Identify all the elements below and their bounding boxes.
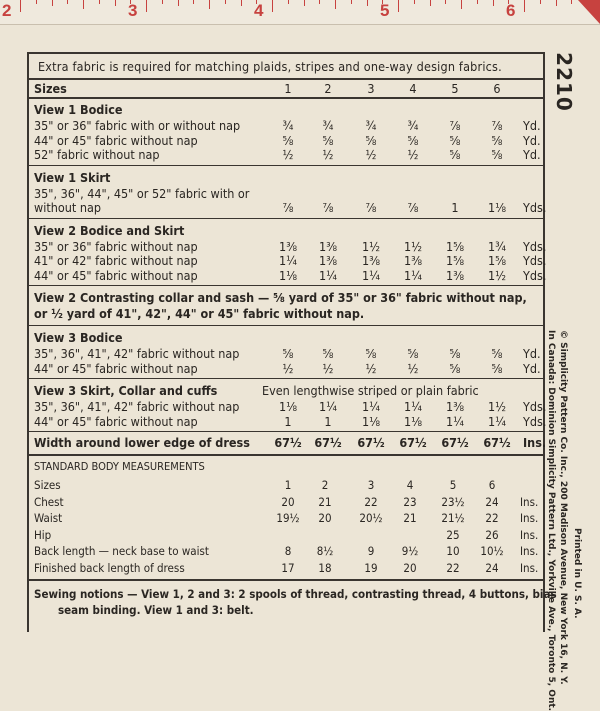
body-row-unit: Ins. (520, 560, 539, 575)
yardage-row-value: 1½ (487, 267, 507, 283)
yardage-row-label: 41" or 42" fabric without nap (34, 253, 198, 268)
yardage-row-unit: Yds. (523, 238, 547, 254)
body-row-value: 20 (281, 494, 295, 509)
yardage-row-value: 1½ (403, 238, 423, 254)
body-row-value: 9 (367, 544, 375, 558)
section-title: View 1 Bodice (34, 102, 123, 117)
yardage-row-value: ⅝ (491, 132, 503, 148)
yardage-row-value: 1¼ (403, 399, 423, 414)
body-row-label: Waist (34, 511, 63, 525)
yardage-row-unit: Yds. (523, 267, 547, 283)
body-row-value: 26 (485, 527, 499, 542)
tape-tick (335, 0, 336, 9)
yardage-row-value: ⅞ (407, 200, 419, 215)
size-col-header: 5 (451, 81, 459, 96)
body-row-value: 19½ (276, 511, 300, 525)
section-title: View 1 Skirt (34, 169, 111, 185)
yardage-row-value: 1¼ (361, 399, 381, 414)
body-row-value: 20 (318, 511, 332, 525)
yardage-row-value: ⅝ (449, 132, 461, 148)
yardage-row-unit: Yd. (523, 346, 541, 361)
width-row-value: 67½ (314, 435, 342, 450)
canada-line: In Canada: Dominion Simplicity Pattern Ltd., Yorkville Ave., Toronto 5, Ont. (546, 330, 556, 711)
yardage-row-unit: Yd. (523, 147, 541, 162)
intro-note: Extra fabric is required for matching plaids, stripes and one-way design fabrics. (38, 59, 502, 74)
tape-tick (178, 0, 179, 6)
yardage-row-value: 1¼ (318, 267, 338, 283)
yardage-row-value: 1⅝ (445, 238, 465, 254)
body-row-value: 5 (449, 478, 457, 492)
tape-tick (241, 0, 242, 6)
yardage-row-label: 35", 36", 41", 42" fabric without nap (34, 346, 240, 361)
yardage-row-value: ½ (322, 360, 334, 376)
body-row-value: 1 (284, 478, 292, 492)
rule-line (27, 78, 545, 80)
yardage-row-value: ½ (322, 147, 334, 162)
section-title: View 3 Bodice (34, 330, 123, 345)
yardage-row-label: 35" or 36" fabric with or without nap (34, 118, 241, 133)
yardage-row-value: 1¾ (487, 238, 507, 254)
body-row-label: Hip (34, 527, 52, 542)
tape-number: 3 (128, 1, 138, 20)
body-row-unit: Ins. (520, 544, 539, 558)
tape-tick (225, 0, 226, 4)
tape-tick (52, 0, 53, 6)
yardage-row-value: 1¼ (487, 413, 507, 429)
yardage-row-value: ½ (407, 147, 419, 162)
rule-line (27, 378, 545, 379)
yardage-row-value: ½ (407, 360, 419, 376)
yardage-row-value: 1⅛ (487, 200, 507, 215)
tape-tick (319, 0, 320, 4)
measuring-tape (0, 0, 600, 25)
tape-tick (461, 0, 462, 9)
yardage-row-value: 1¼ (278, 253, 298, 268)
yardage-row-value: ¾ (322, 118, 334, 133)
yardage-row-value: 1¼ (445, 413, 465, 429)
tape-tick (304, 0, 305, 6)
width-row-value: 67½ (274, 435, 302, 450)
body-row-value: 8½ (316, 544, 334, 558)
yardage-row-value: 1⅝ (487, 253, 507, 268)
tape-tick (571, 0, 572, 4)
body-row-value: 25 (446, 527, 460, 542)
tape-tick (20, 0, 21, 12)
view2-collar-line: View 2 Contrasting collar and sash — ⅝ yard of 35" or 36" fabric without nap, (34, 290, 527, 305)
body-row-unit: Ins. (520, 511, 539, 525)
width-row-value: 67½ (357, 435, 385, 450)
yardage-row-value: 1¼ (403, 267, 423, 283)
yardage-row-label: 35", 36", 41", 42" fabric without nap (34, 399, 240, 414)
copyright-line: © Simplicity Pattern Co. Inc., 200 Madison Avenue, New York 16, N. Y. (558, 330, 568, 685)
yardage-row-value: 1⅜ (361, 253, 381, 268)
body-row-value: 21 (318, 494, 332, 509)
yardage-row-value: ½ (365, 147, 377, 162)
yardage-row-value: ⅝ (322, 346, 334, 361)
sewing-notions-line: Sewing notions — View 1, 2 and 3: 2 spools of thread, contrasting thread, 4 buttons, bias (34, 587, 557, 601)
yardage-row-unit: Yd. (523, 132, 541, 148)
tape-tick (67, 0, 68, 4)
tape-tick (146, 0, 147, 12)
body-row-label: Back length — neck base to waist (34, 544, 209, 558)
body-row-value: 17 (281, 560, 295, 575)
yardage-row-value: ¾ (282, 118, 294, 133)
body-row-label: Sizes (34, 478, 61, 492)
section-title: View 3 Skirt, Collar and cuffs (34, 383, 218, 398)
yardage-row-value: 1⅝ (445, 253, 465, 268)
size-col-header: 4 (409, 81, 417, 96)
yardage-row-value: ⅞ (449, 118, 461, 133)
tape-tick (540, 0, 541, 4)
yardage-row-value: 1 (284, 413, 292, 429)
size-col-header: 6 (493, 81, 501, 96)
yardage-row-label: 44" or 45" fabric without nap (34, 413, 198, 429)
yardage-row-label: 52" fabric without nap (34, 147, 160, 162)
rule-line (27, 325, 545, 326)
yardage-row-value: ½ (282, 147, 294, 162)
tape-tick (162, 0, 163, 4)
yardage-row-value: 1⅛ (361, 413, 381, 429)
width-row-value: 67½ (441, 435, 469, 450)
yardage-row-value: ⅞ (491, 118, 503, 133)
rule-line (27, 97, 545, 99)
yardage-row-value: ¾ (407, 118, 419, 133)
rule-line (27, 218, 545, 219)
body-row-value: 23½ (441, 494, 465, 509)
yardage-row-value: ⅝ (322, 132, 334, 148)
tape-tick (36, 0, 37, 4)
yardage-row-label: 44" or 45" fabric without nap (34, 132, 198, 148)
yardage-row-value: 1¼ (318, 399, 338, 414)
tape-tick (351, 0, 352, 4)
pattern-number-text: 2210 (551, 52, 576, 112)
yardage-row-value: 1⅜ (445, 399, 465, 414)
rule-line (27, 454, 545, 456)
yardage-row-value: 1⅜ (318, 238, 338, 254)
yardage-row-value: 1 (451, 200, 459, 215)
yardage-row-value: ⅞ (365, 200, 377, 215)
yardage-row-value: ⅝ (449, 360, 461, 376)
yardage-row-value: 1⅜ (403, 253, 423, 268)
yardage-row-value: ⅝ (449, 147, 461, 162)
tape-tick (367, 0, 368, 6)
body-row-value: 22 (446, 560, 460, 575)
tape-number: 5 (380, 1, 390, 20)
tape-number: 6 (506, 1, 516, 20)
body-row-value: 18 (318, 560, 332, 575)
yardage-row-value: 1⅜ (318, 253, 338, 268)
body-row-value: 6 (488, 478, 496, 492)
yardage-row-unit: Yd. (523, 118, 541, 133)
body-row-label: Chest (34, 494, 64, 509)
yardage-row-value: ⅝ (449, 346, 461, 361)
yardage-row-label: 35", 36", 44", 45" or 52" fabric with or (34, 185, 250, 201)
body-row-value: 2 (321, 478, 329, 492)
yardage-row-value: 1⅛ (278, 267, 298, 283)
yardage-row-label: without nap (34, 200, 102, 215)
yardage-row-unit: Yds. (523, 253, 547, 268)
width-row-unit: Ins. (523, 435, 547, 450)
yardage-row-value: ½ (365, 360, 377, 376)
size-col-header: 1 (284, 81, 292, 96)
yardage-row-value: 1½ (487, 399, 507, 414)
yardage-row-value: ⅝ (282, 132, 294, 148)
sizes-header-label: Sizes (34, 81, 67, 96)
yardage-row-value: 1¼ (361, 267, 381, 283)
yardage-row-value: ⅝ (282, 346, 294, 361)
yardage-row-value: ⅞ (282, 200, 294, 215)
yardage-row-value: ⅝ (491, 346, 503, 361)
tape-tick (398, 0, 399, 12)
body-row-value: 19 (364, 560, 378, 575)
tape-tick (524, 0, 525, 12)
body-row-value: 22 (364, 494, 378, 509)
sewing-notions-line: seam binding. View 1 and 3: belt. (58, 603, 254, 617)
body-row-value: 4 (406, 478, 414, 492)
yardage-row-value: ⅝ (365, 132, 377, 148)
yardage-row-unit: Yds. (523, 200, 547, 215)
yardage-row-value: ⅝ (407, 132, 419, 148)
yardage-row-value: ¾ (365, 118, 377, 133)
yardage-row-value: ⅝ (491, 360, 503, 376)
body-row-value: 9½ (401, 544, 419, 558)
body-row-value: 10½ (480, 544, 504, 558)
yardage-row-label: 35" or 36" fabric without nap (34, 238, 198, 254)
yardage-row-value: ⅝ (491, 147, 503, 162)
tape-number: 2 (2, 1, 12, 20)
tape-end-marker (578, 0, 600, 24)
tape-number: 4 (254, 1, 264, 20)
tape-tick (115, 0, 116, 6)
rule-line (27, 285, 545, 286)
yardage-row-value: 1⅜ (445, 267, 465, 283)
body-row-value: 23 (403, 494, 417, 509)
tape-tick (477, 0, 478, 4)
size-col-header: 2 (324, 81, 332, 96)
yardage-row-value: 1 (324, 413, 332, 429)
yardage-row-value: 1⅛ (403, 413, 423, 429)
body-row-value: 8 (284, 544, 292, 558)
tape-tick (430, 0, 431, 6)
tape-tick (193, 0, 194, 4)
yardage-row-value: ⅝ (407, 346, 419, 361)
width-row-value: 67½ (399, 435, 427, 450)
body-row-value: 21 (403, 511, 417, 525)
body-row-unit: Ins. (520, 494, 539, 509)
body-row-value: 10 (446, 544, 460, 558)
tape-tick (83, 0, 84, 9)
body-row-value: 20½ (359, 511, 383, 525)
view2-collar-line: or ½ yard of 41", 42", 44" or 45" fabric without nap. (34, 306, 365, 321)
yardage-row-label: 44" or 45" fabric without nap (34, 267, 198, 283)
tape-tick (414, 0, 415, 4)
printed-in-line: Printed in U. S. A. (572, 528, 582, 619)
body-row-value: 24 (485, 560, 499, 575)
body-row-value: 24 (485, 494, 499, 509)
tape-tick (288, 0, 289, 4)
tape-tick (209, 0, 210, 9)
body-row-unit: Ins. (520, 527, 539, 542)
body-measurements-title: STANDARD BODY MEASUREMENTS (34, 460, 205, 473)
tape-tick (587, 0, 588, 9)
yardage-row-value: 1½ (361, 238, 381, 254)
rule-line (27, 579, 545, 581)
yardage-row-value: 1⅛ (278, 399, 298, 414)
yardage-row-unit: Yd. (523, 360, 541, 376)
yardage-row-value: ½ (282, 360, 294, 376)
tape-tick (493, 0, 494, 6)
yardage-row-value: 1⅜ (278, 238, 298, 254)
tape-tick (99, 0, 100, 4)
pattern-number (548, 52, 578, 112)
body-row-value: 3 (367, 478, 375, 492)
tape-tick (272, 0, 273, 12)
section-note: Even lengthwise striped or plain fabric (262, 383, 479, 398)
body-row-value: 20 (403, 560, 417, 575)
section-title: View 2 Bodice and Skirt (34, 222, 185, 238)
rule-line (27, 165, 545, 166)
yardage-row-unit: Yds. (523, 399, 547, 414)
yardage-row-unit: Yds. (523, 413, 547, 429)
width-row-label: Width around lower edge of dress (34, 435, 250, 450)
size-col-header: 3 (367, 81, 375, 96)
yardage-row-value: ⅝ (365, 346, 377, 361)
body-row-label: Finished back length of dress (34, 560, 185, 575)
body-row-value: 21½ (441, 511, 465, 525)
tape-tick (556, 0, 557, 6)
yardage-row-label: 44" or 45" fabric without nap (34, 360, 198, 376)
body-row-value: 22 (485, 511, 499, 525)
rule-line (27, 431, 545, 432)
yardage-row-value: ⅞ (322, 200, 334, 215)
width-row-value: 67½ (483, 435, 511, 450)
tape-tick (445, 0, 446, 4)
